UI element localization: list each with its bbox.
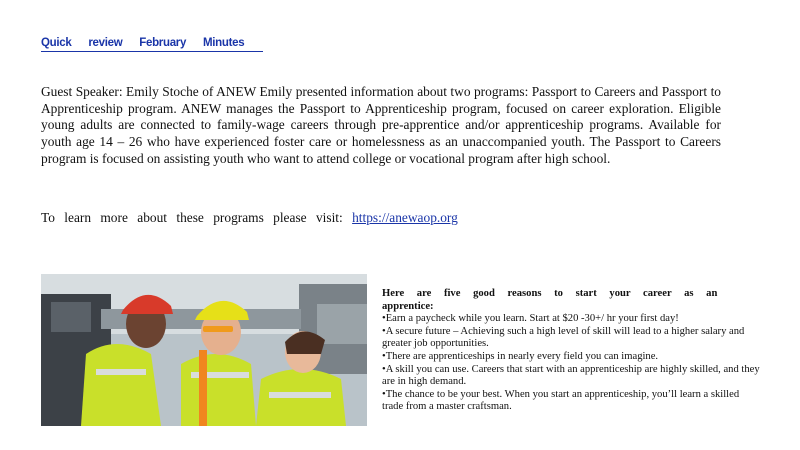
reason-item: •A secure future – Achieving such a high level of skill will lead to a higher salary and greater job opportunities.: [382, 325, 745, 350]
header-title: Quick review February Minutes: [41, 37, 245, 49]
apprentices-photo-illustration: [41, 274, 367, 426]
reasons-title: Here are five good reasons to start your career as an apprentice:: [382, 288, 718, 312]
learn-more-text: To learn more about these programs please visit:: [41, 210, 343, 225]
reason-item: •Earn a paycheck while you learn. Start at $20 -30+/ hr your first day!: [382, 313, 679, 325]
reason-item: •A skill you can use. Careers that start with an apprenticeship are highly skilled, and they are in high demand.: [382, 363, 760, 388]
page-header: [41, 37, 263, 52]
reason-item: •There are apprenticeships in nearly every field you can imagine.: [382, 350, 659, 362]
reason-item: •The chance to be your best. When you start an apprenticeship, you’ll learn a skilled trade from a master craftsman.: [382, 388, 740, 413]
meeting-notes-paragraph: Guest Speaker: Emily Stoche of ANEW Emily presented information about two programs: Passport to Careers and Passport to Apprenticeship program. ANEW manages the Passport to Apprenticeship program, focused on career exploration. Eligible young adults are connected to family-wage careers through pre-apprentice and/or apprenticeship programs. Available for youth age 14 – 26 who have experienced foster care or homelessness as an unaccompanied youth. The Passport to Careers program is focused on assisting youth who want to attend college or vocational program after high school.: [41, 84, 721, 166]
learn-more-line: [41, 210, 458, 226]
apprenticeship-reasons: [382, 288, 762, 414]
apprentices-photo: [41, 274, 367, 426]
reasons-list: [382, 313, 762, 414]
anew-website-link[interactable]: https://anewaop.org: [352, 210, 458, 225]
